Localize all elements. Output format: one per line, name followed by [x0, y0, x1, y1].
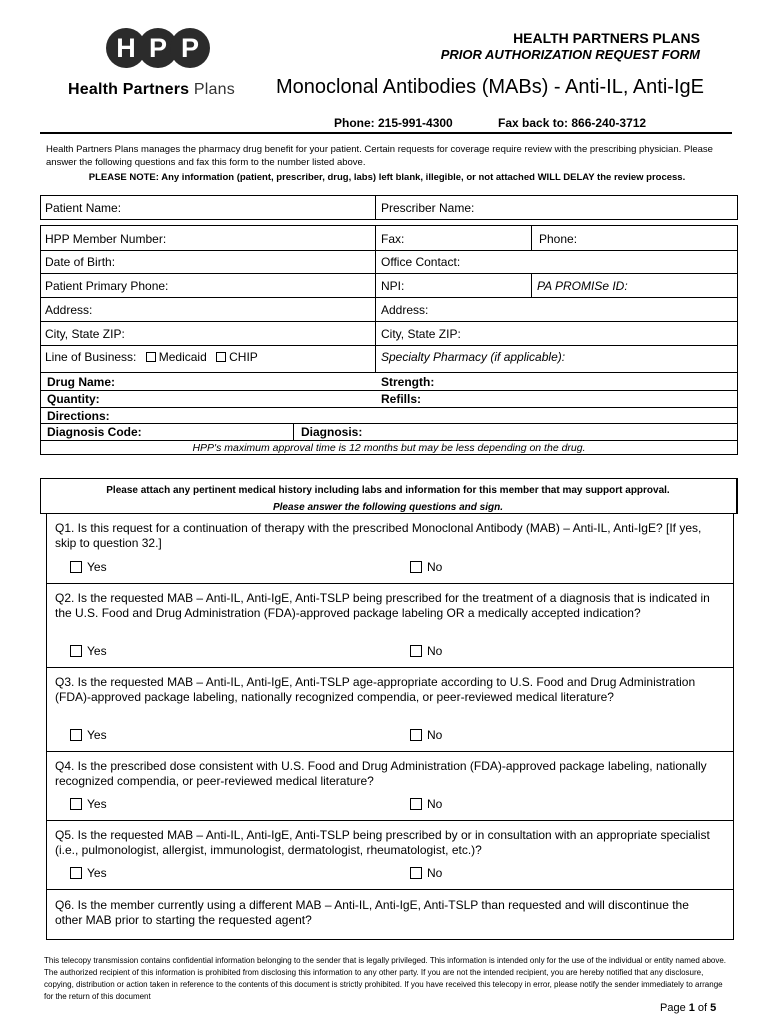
q4-yes-label: Yes	[87, 797, 107, 811]
question-1: Q1. Is this request for a continuation of therapy with the prescribed Monoclonal Antibody (MAB) – Anti-IL, Anti-IgE? [If yes, skip to question 32.]	[55, 521, 702, 550]
divider	[41, 423, 737, 424]
q3-no-checkbox[interactable]	[410, 729, 422, 741]
divider	[41, 273, 737, 274]
question-5: Q5. Is the requested MAB – Anti-IL, Anti-IgE, Anti-TSLP being prescribed by or in consultation with an appropriate specialist (i.e., pulmonologist, allergist, immunologist, dermatologist, rheumatologist, etc.)?	[55, 828, 710, 857]
q2-yes-label: Yes	[87, 644, 107, 658]
q5-no-label: No	[427, 866, 443, 880]
q1-no-checkbox[interactable]	[410, 561, 422, 573]
q3-yes-checkbox[interactable]	[70, 729, 82, 741]
divider	[41, 250, 737, 251]
strength-field[interactable]: Strength:	[381, 375, 435, 389]
divider	[293, 423, 294, 440]
divider	[41, 345, 737, 346]
divider	[531, 226, 532, 250]
logo-letter: P	[138, 28, 178, 68]
divider	[47, 820, 733, 821]
drug-name-field[interactable]: Drug Name:	[47, 375, 116, 389]
page-total: 5	[710, 1002, 717, 1014]
hpp-logo	[68, 26, 248, 102]
specialty-pharmacy-field[interactable]: Specialty Pharmacy (if applicable):	[381, 350, 566, 364]
logo-word-bold: Health Partners	[68, 81, 190, 98]
page-middle: of	[694, 1002, 711, 1014]
questions-section	[46, 514, 734, 940]
divider	[41, 297, 737, 298]
q2-no-checkbox[interactable]	[410, 645, 422, 657]
patient-name-field[interactable]: Patient Name:	[45, 201, 122, 215]
q5-no-checkbox[interactable]	[410, 867, 422, 879]
question-3: Q3. Is the requested MAB – Anti-IL, Anti-IgE, Anti-TSLP age-appropriate according to U.S. Food and Drug Administration (FDA)-approved package labeling, nationally recognized compendia, or peer-reviewed medical literature?	[55, 675, 696, 704]
name-box	[40, 195, 738, 220]
patient-phone-field[interactable]: Patient Primary Phone:	[45, 279, 169, 293]
question-4: Q4. Is the prescribed dose consistent with U.S. Food and Drug Administration (FDA)-approved package labeling, nationally recognized compendia, or peer-reviewed medical literature?	[55, 759, 707, 788]
attach-note-box	[40, 478, 738, 514]
q1-yes-label: Yes	[87, 560, 107, 574]
quantity-field[interactable]: Quantity:	[47, 392, 100, 406]
divider	[375, 196, 376, 219]
pa-promise-field[interactable]: PA PROMISe ID:	[537, 279, 628, 293]
q4-yes-checkbox[interactable]	[70, 798, 82, 810]
q4-no-label: No	[427, 797, 443, 811]
divider	[47, 751, 733, 752]
q5-yes-label: Yes	[87, 866, 107, 880]
medicaid-label: Medicaid	[158, 350, 207, 364]
divider	[41, 407, 737, 408]
divider	[41, 440, 737, 441]
divider	[531, 273, 532, 297]
q1-no-label: No	[427, 560, 443, 574]
intro-text: Health Partners Plans manages the pharmacy drug benefit for your patient. Certain requests for coverage require review with the prescribing physician. Please answer the following questions and fax this form to the number listed above.	[46, 144, 713, 168]
q3-yes-label: Yes	[87, 728, 107, 742]
divider	[375, 226, 376, 372]
phone-number: Phone: 215-991-4300	[334, 116, 453, 130]
phone-field[interactable]: Phone:	[539, 232, 578, 246]
logo-word-light: Plans	[189, 81, 235, 98]
directions-field[interactable]: Directions:	[47, 409, 110, 423]
logo-letter: H	[106, 28, 146, 68]
logo-circles	[106, 26, 210, 70]
medicaid-checkbox[interactable]	[146, 352, 156, 362]
approval-note: HPP's maximum approval time is 12 months but may be less depending on the drug.	[192, 442, 586, 454]
dob-field[interactable]: Date of Birth:	[45, 255, 116, 269]
answer-note: Please answer the following questions and sign.	[272, 502, 504, 513]
question-6: Q6. Is the member currently using a different MAB – Anti-IL, Anti-IgE, Anti-TSLP than requested and will discontinue the other MAB prior to starting the requested agent?	[55, 898, 689, 927]
q4-no-checkbox[interactable]	[410, 798, 422, 810]
q2-no-label: No	[427, 644, 443, 658]
divider	[47, 583, 733, 584]
member-number-field[interactable]: HPP Member Number:	[45, 232, 167, 246]
q3-no-label: No	[427, 728, 443, 742]
line-of-business	[45, 350, 258, 364]
patient-address-field[interactable]: Address:	[45, 303, 93, 317]
logo-letter: P	[170, 28, 210, 68]
chip-checkbox[interactable]	[216, 352, 226, 362]
org-title: HEALTH PARTNERS PLANS	[513, 30, 700, 46]
page-prefix: Page	[660, 1002, 689, 1014]
diagnosis-code-field[interactable]: Diagnosis Code:	[47, 425, 142, 439]
divider	[47, 889, 733, 890]
refills-field[interactable]: Refills:	[381, 392, 422, 406]
patient-city-field[interactable]: City, State ZIP:	[45, 327, 125, 341]
drug-title: Monoclonal Antibodies (MABs) - Anti-IL, Anti-IgE	[276, 76, 704, 98]
q1-yes-checkbox[interactable]	[70, 561, 82, 573]
chip-label: CHIP	[229, 350, 258, 364]
page-number	[660, 1002, 716, 1014]
question-2: Q2. Is the requested MAB – Anti-IL, Anti-IgE, Anti-TSLP being prescribed for the treatment of a diagnosis that is indicated in the U.S. Food and Drug Administration (FDA)-approved package labeling OR a medically accepted indication?	[55, 591, 710, 620]
logo-wordmark	[68, 81, 235, 99]
line-of-business-label: Line of Business:	[45, 350, 137, 364]
please-note: PLEASE NOTE: Any information (patient, prescriber, drug, labs) left blank, illegible, or not attached WILL DELAY the review process.	[88, 172, 686, 183]
prescriber-name-field[interactable]: Prescriber Name:	[381, 201, 475, 215]
divider	[41, 321, 737, 322]
header-divider	[40, 132, 732, 134]
prescriber-city-field[interactable]: City, State ZIP:	[381, 327, 461, 341]
office-contact-field[interactable]: Office Contact:	[381, 255, 461, 269]
prescriber-address-field[interactable]: Address:	[381, 303, 429, 317]
page-current: 1	[688, 1002, 695, 1014]
form-type: PRIOR AUTHORIZATION REQUEST FORM	[440, 47, 700, 62]
fax-field[interactable]: Fax:	[381, 232, 405, 246]
diagnosis-field[interactable]: Diagnosis:	[301, 425, 363, 439]
q2-yes-checkbox[interactable]	[70, 645, 82, 657]
q5-yes-checkbox[interactable]	[70, 867, 82, 879]
npi-field[interactable]: NPI:	[381, 279, 405, 293]
info-table	[40, 225, 738, 455]
divider	[41, 390, 737, 391]
confidentiality-notice: This telecopy transmission contains confidential information belonging to the sender that is legally privileged. This information is intended only for the use of the individual or entity named above. The authorized recipient of this information is prohibited from disclosing this information to any other party. If you are not the intended recipient, you are hereby notified that any disclosure, copying, distribution or action taken in reference to the contents of this document is strictly prohibited. If you have received this telecopy in error, please notify the sender immediately to arrange for the return of this document	[44, 956, 727, 1001]
attach-note: Please attach any pertinent medical history including labs and information for this member that may support approval.	[106, 485, 670, 496]
fax-number: Fax back to: 866-240-3712	[498, 116, 647, 130]
divider	[47, 667, 733, 668]
divider	[41, 372, 737, 373]
